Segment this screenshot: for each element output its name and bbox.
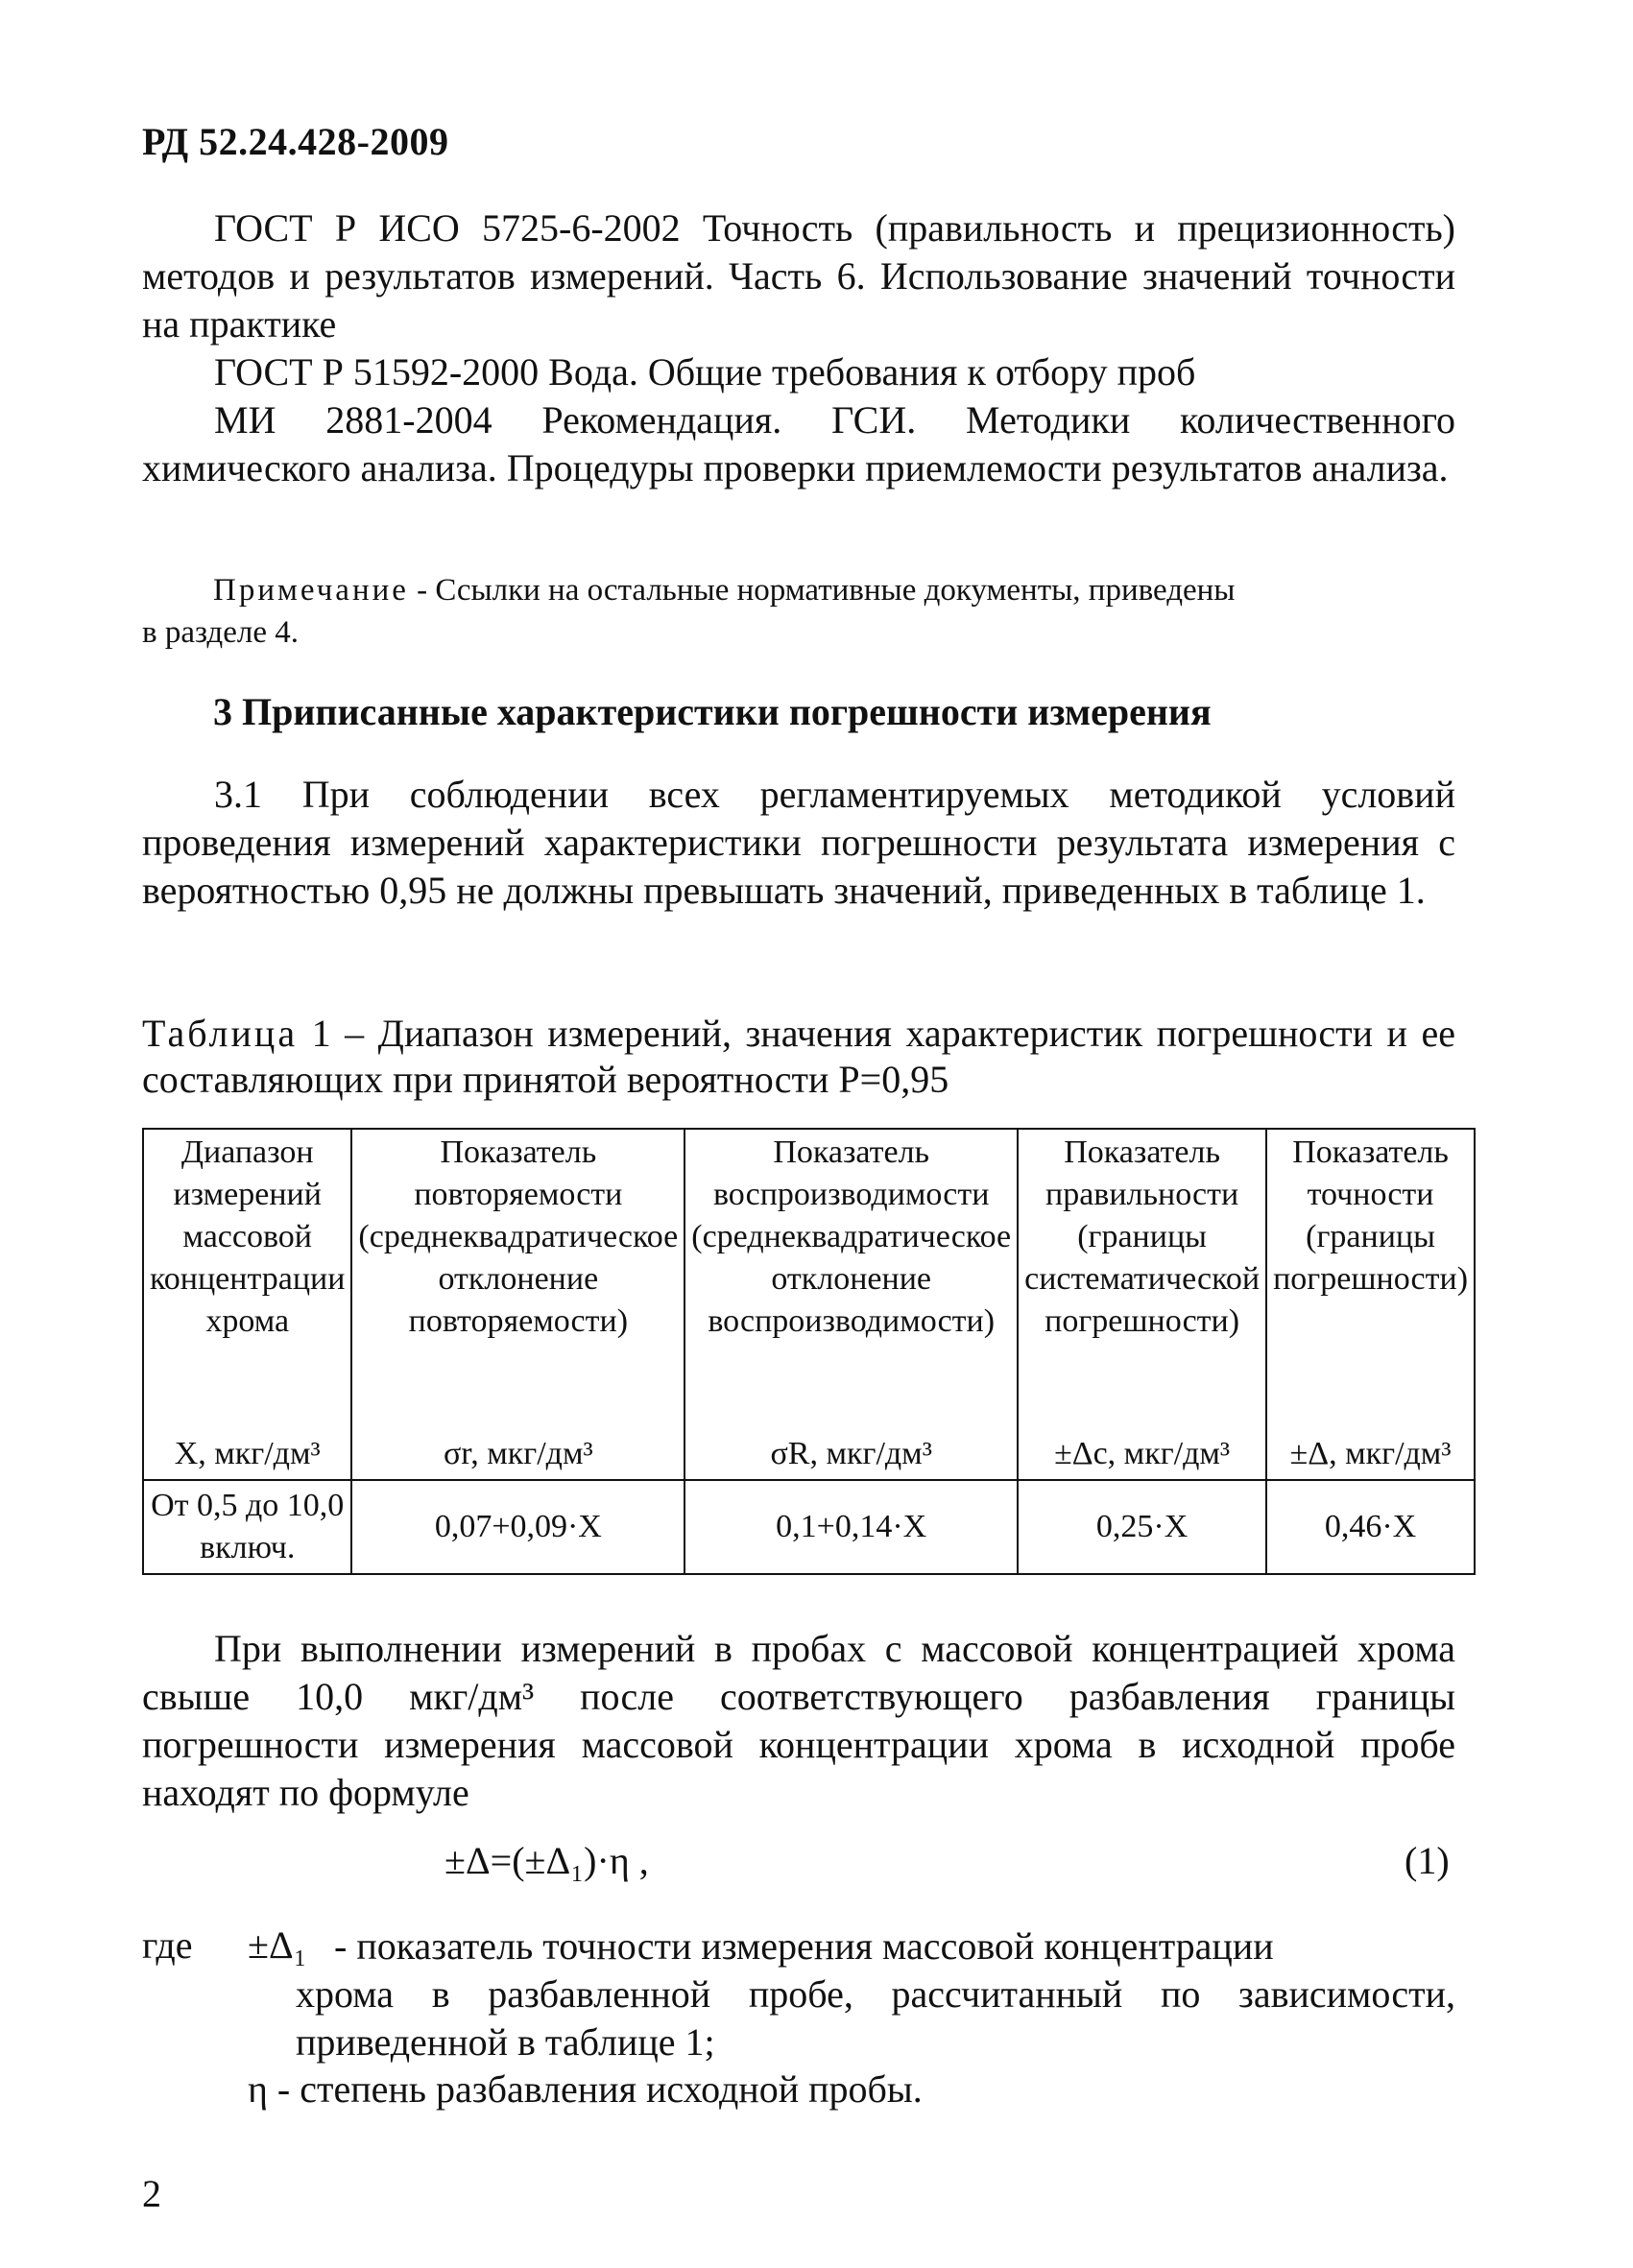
header-unit-accuracy: ±Δ, мкг/дм³ xyxy=(1289,1436,1452,1471)
paragraph-dilution: При выполнении измерений в пробах с массовой концентрацией хрома свыше 10,0 мкг/дм³ после соответствующего разбавления границы погрешности измерения массовой концентрации хрома в исходной пробе находят по формуле xyxy=(142,1627,1455,1814)
cell-reproducibility: 0,1+0,14·Х xyxy=(684,1480,1018,1574)
where-definition-text: - показатель точности измерения массовой концентрации xyxy=(334,1924,1274,1968)
header-unit-trueness: ±Δc, мкг/дм³ xyxy=(1054,1436,1231,1471)
cell-trueness: 0,25·Х xyxy=(1018,1480,1266,1574)
cell-repeatability: 0,07+0,09·Х xyxy=(351,1480,684,1574)
cell-accuracy: 0,46·Х xyxy=(1266,1480,1475,1574)
note-text: - Ссылки на остальные нормативные документы, приведены xyxy=(408,573,1236,608)
note xyxy=(142,569,1455,654)
paragraph-3-1: 3.1 При соблюдении всех регламентируемых методикой условий проведения измерений характеристики погрешности результата измерения с вероятностью 0,95 не должны превышать значений, приведенных в таблице 1. xyxy=(142,773,1455,912)
header-cell-reproducibility: Показатель воспроизводимости (среднеквадратическое отклонение воспроизводимости) σR, мкг/дм³ xyxy=(684,1129,1018,1480)
eta-definition: η - степень разбавления исходной пробы. xyxy=(248,2067,923,2111)
accuracy-table xyxy=(142,1128,1476,1575)
page-number: 2 xyxy=(142,2172,161,2215)
header-cell-range: Диапазон измерений массовой концентрации хрома Х, мкг/дм³ xyxy=(143,1129,351,1480)
reference-gost-iso-5725: ГОСТ Р ИСО 5725-6-2002 Точность (правильность и прецизионность) методов и результатов измерений. Часть 6. Использование значений точности на практике xyxy=(142,206,1455,346)
table-caption-text: 1 – Диапазон измерений, значения характеристик погрешности и ее составляющих при принятой вероятности Р=0,95 xyxy=(142,1012,1455,1101)
formula-number: (1) xyxy=(1405,1839,1450,1882)
header-cell-trueness: Показатель правильности (границы систематической погрешности) ±Δc, мкг/дм³ xyxy=(1018,1129,1266,1480)
formula: ±Δ=(±Δ₁)·η , xyxy=(444,1839,649,1882)
table-row xyxy=(143,1480,1475,1574)
cell-range: От 0,5 до 10,0 включ. xyxy=(143,1480,351,1574)
header-cell-accuracy: Показатель точности (границы погрешности) ±Δ, мкг/дм³ xyxy=(1266,1129,1475,1480)
where-symbol: ±Δ₁ xyxy=(248,1923,307,1967)
table-caption-label: Таблица xyxy=(142,1012,299,1055)
reference-mi-2881: МИ 2881-2004 Рекомендация. ГСИ. Методики количественного химического анализа. Процедуры проверки приемлемости результатов анализа. xyxy=(142,398,1455,489)
table-caption xyxy=(142,1011,1455,1103)
note-continuation: в разделе 4. xyxy=(142,615,299,650)
document-header: РД 52.24.428-2009 xyxy=(142,120,449,163)
section-title: 3 Приписанные характеристики погрешности измерения xyxy=(213,690,1212,733)
header-unit-repeatability: σr, мкг/дм³ xyxy=(443,1436,593,1471)
where-definition-continuation: хрома в разбавленной пробе, рассчитанный по зависимости, приведенной в таблице 1; xyxy=(296,1972,1455,2064)
header-unit-reproducibility: σR, мкг/дм³ xyxy=(770,1436,932,1471)
table-header-row xyxy=(143,1129,1475,1480)
note-label: Примечание xyxy=(213,573,409,608)
header-cell-repeatability: Показатель повторяемости (среднеквадратическое отклонение повторяемости) σr, мкг/дм³ xyxy=(351,1129,684,1480)
header-unit-range: Х, мкг/дм³ xyxy=(174,1436,321,1471)
reference-gost-51592: ГОСТ Р 51592-2000 Вода. Общие требования к отбору проб xyxy=(214,350,1196,394)
where-definition xyxy=(296,1922,1455,2066)
where-label: где xyxy=(142,1923,193,1967)
